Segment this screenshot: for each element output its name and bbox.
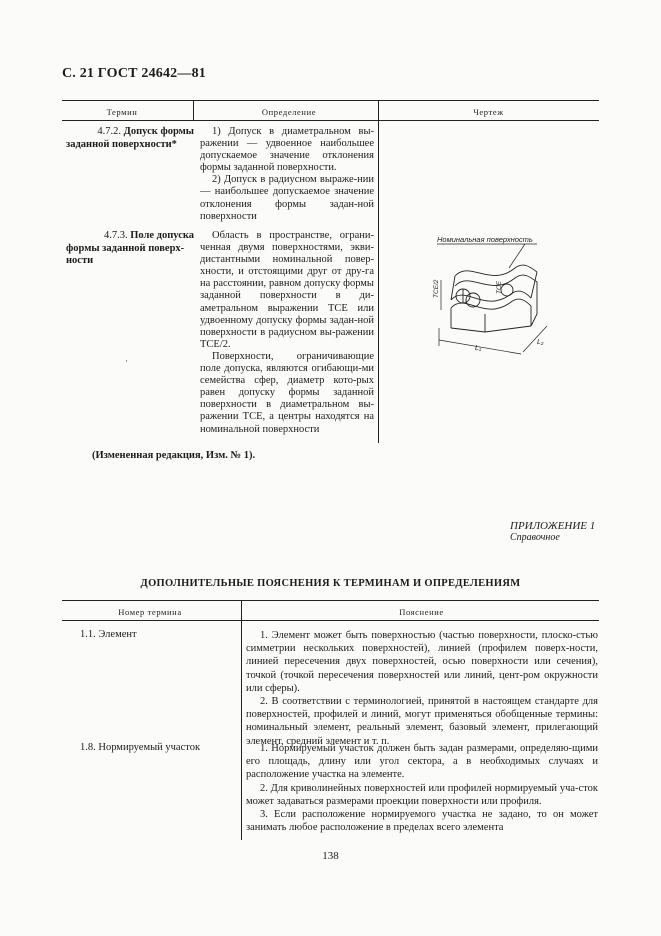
explanation-paragraph: 3. Если расположение нормируемого участка не задано, то он может занимать любое расположение в пределах всего элемента [246,809,598,834]
explanation-paragraph: 2. Для криволинейных поверхностей или профилей нормируемый уча-сток может задаваться размерами проекции поверхности или профиля. [246,782,598,807]
explanation-1-1 [246,629,598,748]
page-number: 138 [322,850,339,862]
table2-divider [241,600,242,840]
explanation-1-8 [246,742,598,834]
appendix-sublabel: Справочное [510,532,560,543]
table2-header-rule [62,620,599,621]
table1-divider-2 [378,100,379,443]
term-4-7-3 [66,230,196,268]
explanation-paragraph: 2. В соответствии с терминологией, принятой в настоящем стандарте для поверхностей, профилей и линий, могут применяться обобщенные термины: номинальный элемент, реальный элемент, базовый элемент, прилегающий элемент, средний элемент и т. п. [246,696,598,747]
term-title-line2: формы заданной поверх- [66,242,185,254]
term-1-8: 1.8. Нормируемый участок [80,742,201,753]
l2-label: L₂ [537,339,544,346]
term-1-1: 1.1. Элемент [80,629,137,640]
table2-top-rule [62,600,599,601]
term-title-line3: ности [66,255,94,267]
definition-4-7-3 [200,230,374,436]
appendix-label: ПРИЛОЖЕНИЕ 1 [510,520,596,532]
page-header: С. 21 ГОСТ 24642—81 [62,66,206,81]
term-title-line1: Поле допуска [130,230,194,241]
explanation-paragraph: 1. Нормируемый участок должен быть задан размерами, определяю-щими его площадь, длину или угол сектора, а в необходимых случаях и расположение участка на элементе. [246,743,598,781]
table1-divider-1 [193,100,194,120]
appendix-title: ДОПОЛНИТЕЛЬНЫЕ ПОЯСНЕНИЯ К ТЕРМИНАМ И ОПРЕДЕЛЕНИЯМ [140,578,521,589]
tolerance-zone-drawing [425,228,555,358]
table2-col-explanation: Пояснение [399,607,444,617]
l1-label: L₁ [475,345,482,352]
definition-paragraph: Область в пространстве, ограни-ченная двумя поверхностями, экви-дистантными номинальной повер-хности, и отстоящими друг от дру-га на расстоянии, равном допуску формы заданной поверхности в ди-аметральном выражении TCE или удвоенному допуску формы задан-ной поверхности в радиусном вы-ражении TCE/2. [200,230,374,350]
term-title-line1: Допуск формы [123,126,194,137]
table1-top-rule [62,100,599,101]
definition-paragraph: Поверхности, ограничивающие поле допуска, являются огибающи-ми семейства сфер, диаметр кото-рых равен допуску формы заданной поверхности в диаметральном вы-ражении TCE, а центры находятся на номинальной поверхности [200,350,374,435]
tce-half-label: TCE/2 [433,279,440,298]
table2-col-term: Номер термина [118,607,182,617]
table1-col-definition: Определение [261,107,317,117]
stray-dot: · [125,356,128,366]
term-title-line2: заданной поверхности* [66,138,177,150]
explanation-paragraph: 1. Элемент может быть поверхностью (частью поверхности, плоско-стью симметрии нескольких поверхностей), линией (профилем поверх-ности, линией пересечения двух поверхностей, осью поверхности или сечения), точкой (точкой пересечения поверхностей или линий, цент-ром окружности или сферы). [246,630,598,694]
term-number: 4.7.2. [97,126,122,137]
term-4-7-2 [66,126,196,151]
definition-paragraph: 2) Допуск в радиусном выраже-нии — наибольшее допускаемое значение отклонения формы задан-ной поверхности [200,174,374,222]
nominal-surface-label: Номинальная поверхность [437,235,533,244]
definition-paragraph: 1) Допуск в диаметральном вы-ражении — удвоенное наибольшее допускаемое значение отклонения формы заданной поверхности. [200,126,374,174]
table1-header-rule [62,120,599,121]
revision-note: (Измененная редакция, Изм. № 1). [92,450,256,461]
tce-label: TCE [496,281,503,294]
table1-col-drawing: Чертеж [473,107,504,117]
table1-col-term: Термин [106,107,138,117]
definition-4-7-2 [200,126,374,223]
term-number: 4.7.3. [103,230,128,241]
